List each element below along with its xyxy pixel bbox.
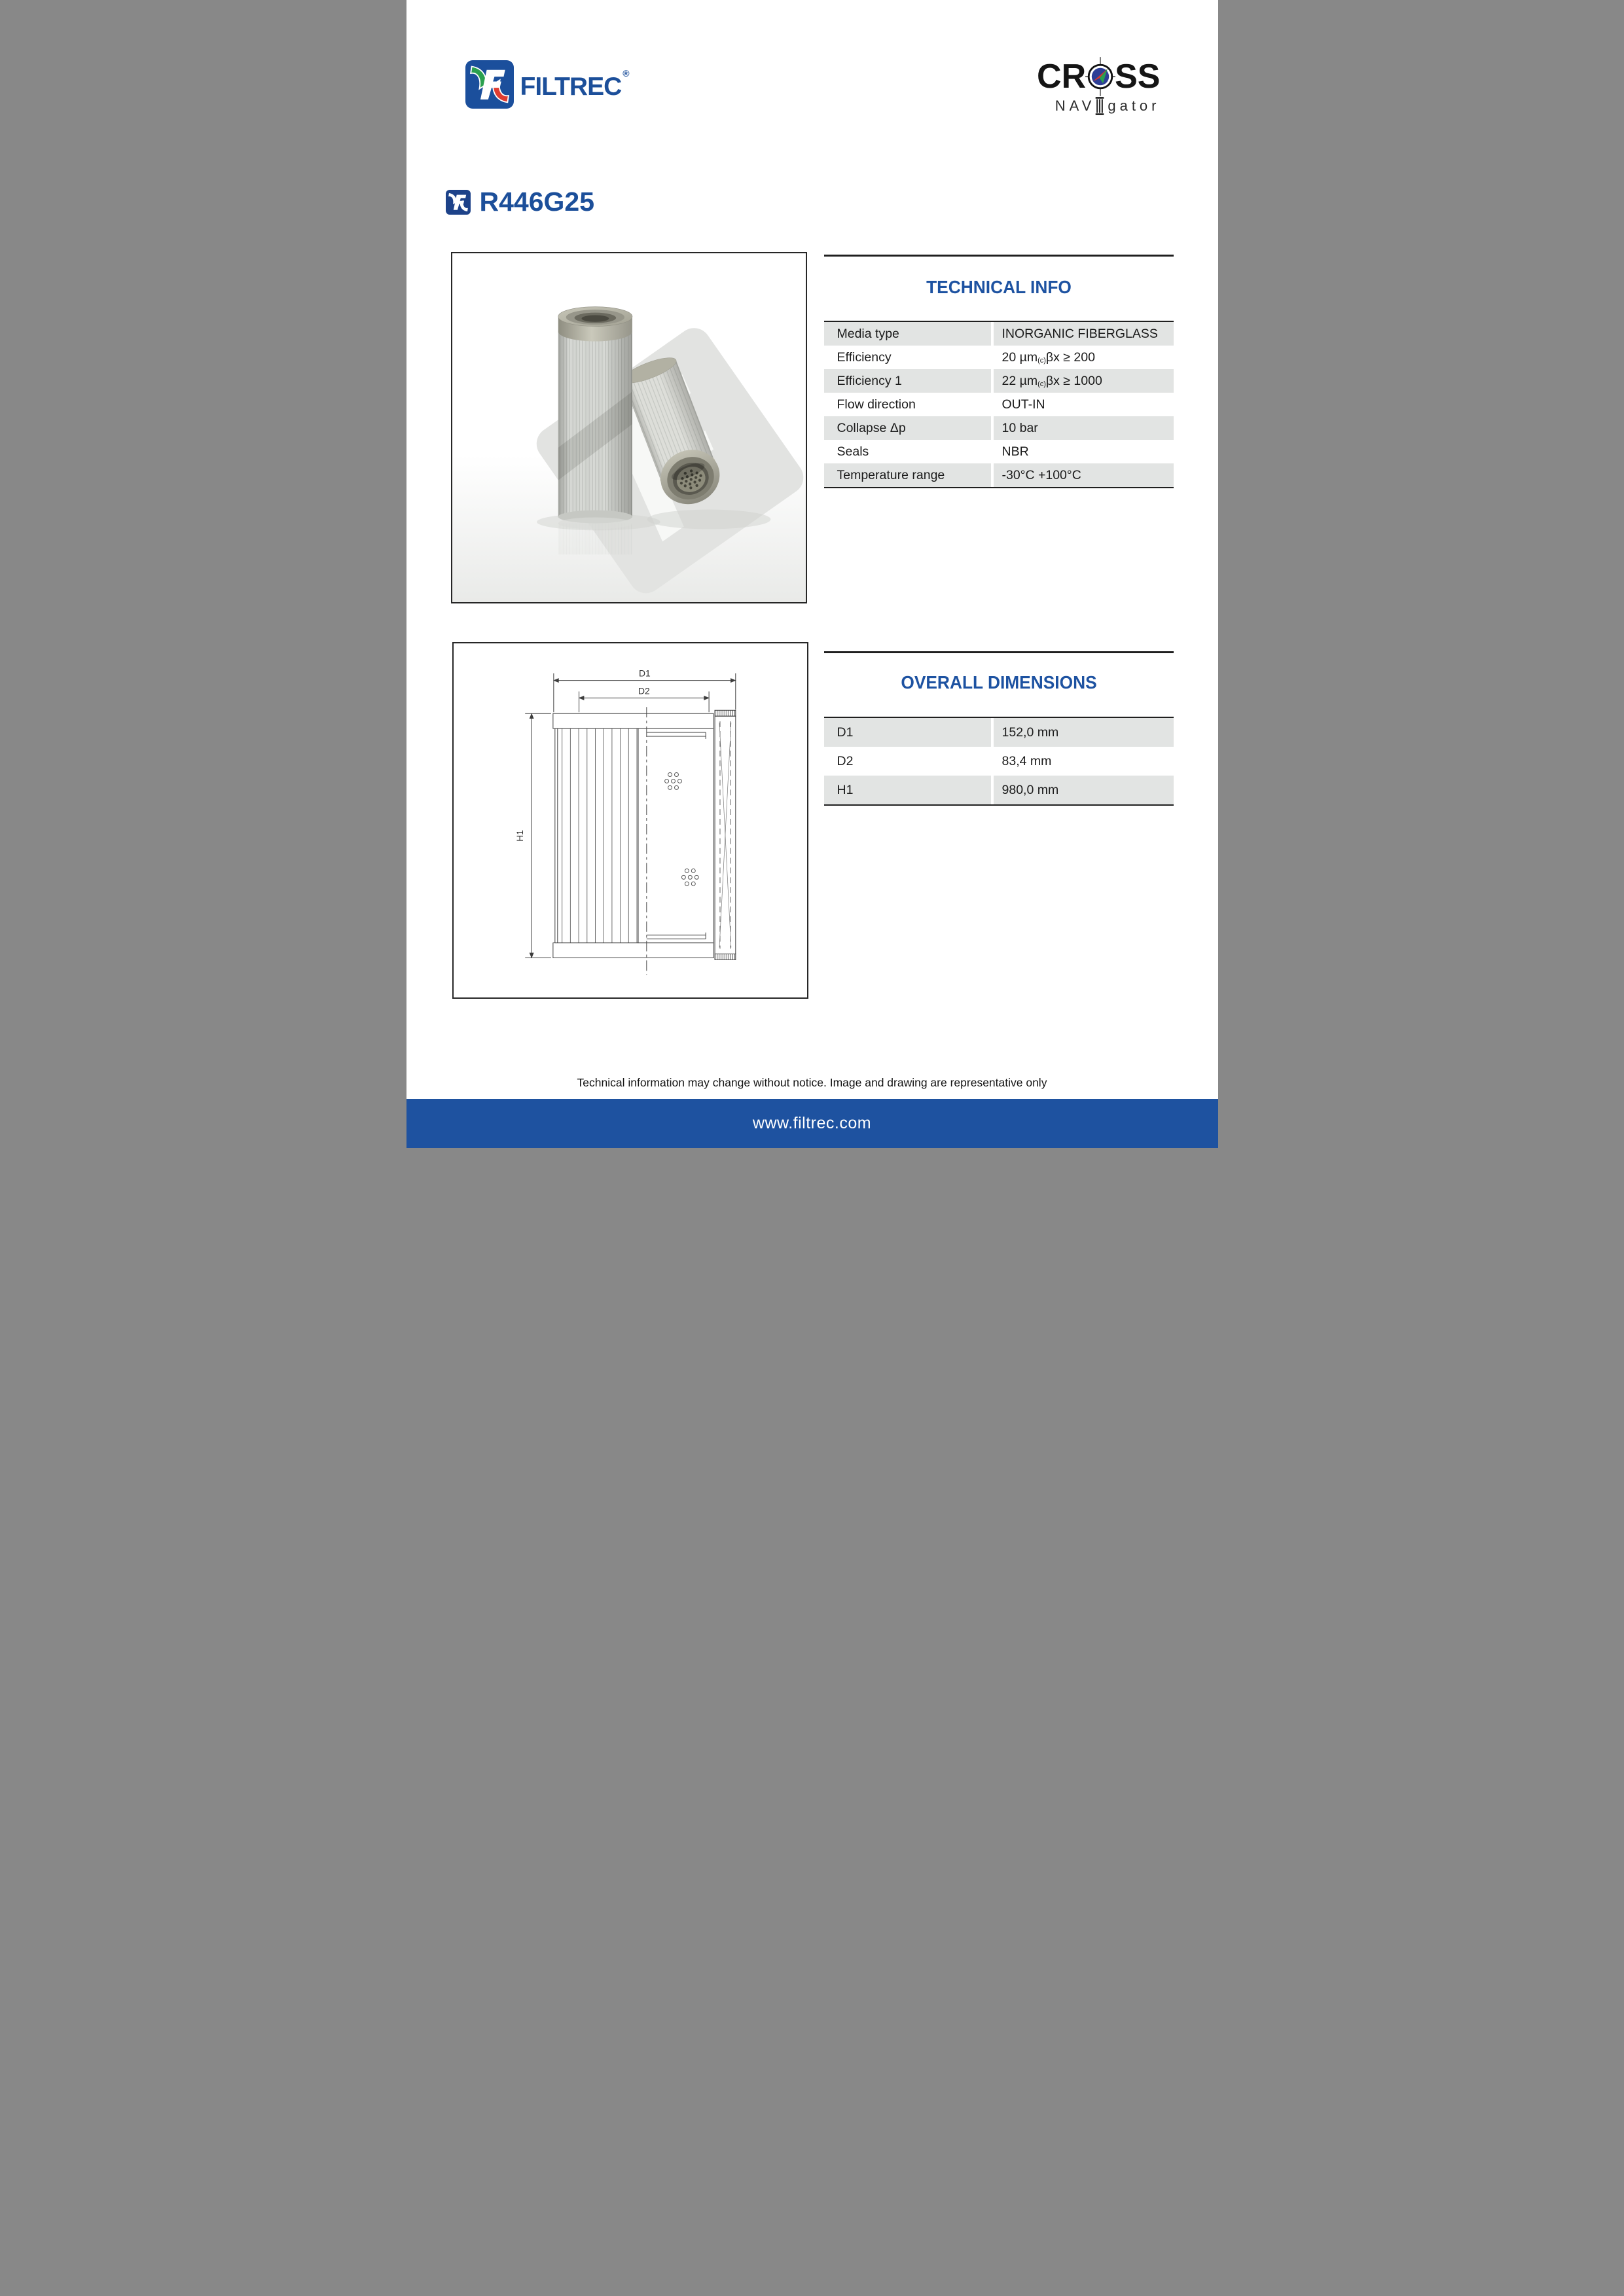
cross-wordmark bbox=[1032, 56, 1161, 97]
table-row bbox=[824, 747, 1174, 776]
product-photo-frame bbox=[451, 252, 807, 603]
column-icon bbox=[1095, 97, 1104, 115]
disclaimer-text: Technical information may change without notice. Image and drawing are representative only bbox=[577, 1076, 1047, 1089]
spec-value: -30°C +100°C bbox=[994, 463, 1174, 487]
table-row bbox=[824, 463, 1174, 487]
section-rule bbox=[824, 651, 1174, 653]
spec-label: Collapse Δp bbox=[824, 416, 991, 440]
part-number: R446G25 bbox=[479, 187, 595, 217]
technical-drawing bbox=[454, 643, 807, 997]
dimension-value: 980,0 mm bbox=[994, 776, 1174, 804]
spec-label: Seals bbox=[837, 444, 869, 459]
spec-value: 20 µm (c) βx ≥ 200 bbox=[1001, 350, 1095, 365]
spec-value: 22 µm (c) βx ≥ 1000 bbox=[994, 369, 1174, 393]
datasheet-page bbox=[406, 0, 1218, 1148]
registered-trademark: ® bbox=[623, 67, 629, 79]
part-number-icon bbox=[446, 190, 471, 215]
dimension-label: D1 bbox=[824, 718, 991, 747]
dimension-value: 83,4 mm bbox=[1001, 753, 1052, 768]
part-heading bbox=[446, 187, 595, 217]
navigator-wordmark bbox=[1032, 97, 1161, 115]
table-row bbox=[824, 440, 1174, 463]
overall-dimensions-table bbox=[824, 717, 1174, 806]
spec-value: NBR bbox=[1001, 444, 1029, 459]
product-photo bbox=[452, 253, 806, 602]
spec-label: Temperature range bbox=[824, 463, 991, 487]
spec-value: OUT-IN bbox=[1001, 397, 1045, 412]
table-row bbox=[824, 776, 1174, 804]
technical-drawing-frame bbox=[452, 642, 808, 999]
table-row bbox=[824, 346, 1174, 369]
table-row bbox=[824, 393, 1174, 416]
overall-dimensions-title: OVERALL DIMENSIONS bbox=[900, 672, 1097, 692]
filtrec-wordmark: FILTREC ® bbox=[520, 67, 629, 101]
table-row bbox=[824, 718, 1174, 747]
spec-label: Efficiency 1 bbox=[824, 369, 991, 393]
spec-value: INORGANIC FIBERGLASS bbox=[994, 322, 1174, 346]
cross-text-left: CR bbox=[1037, 58, 1087, 96]
table-row bbox=[824, 322, 1174, 346]
footer-bar bbox=[406, 1099, 1218, 1148]
technical-info-table bbox=[824, 321, 1174, 488]
dim-label-h1: H1 bbox=[514, 829, 525, 842]
filtrec-logo bbox=[465, 60, 629, 109]
spec-label: Flow direction bbox=[837, 397, 916, 412]
table-row bbox=[824, 416, 1174, 440]
cross-navigator-logo bbox=[1032, 56, 1161, 115]
compass-icon bbox=[1085, 56, 1115, 97]
filter-section-view bbox=[552, 707, 735, 975]
filtrec-logo-icon bbox=[465, 60, 514, 109]
dim-label-d1: D1 bbox=[638, 668, 651, 679]
filter-element-standing bbox=[558, 307, 632, 555]
spec-label: Media type bbox=[824, 322, 991, 346]
section-rule bbox=[824, 255, 1174, 257]
technical-info-title: TECHNICAL INFO bbox=[926, 277, 1072, 297]
table-row bbox=[824, 369, 1174, 393]
technical-info-section bbox=[824, 255, 1174, 488]
dimension-label: H1 bbox=[824, 776, 991, 804]
spec-label: Efficiency bbox=[837, 350, 892, 365]
gator-text: gator bbox=[1108, 98, 1161, 114]
overall-dimensions-section bbox=[824, 651, 1174, 806]
spec-value: 10 bar bbox=[994, 416, 1174, 440]
website-url: www.filtrec.com bbox=[752, 1114, 872, 1132]
dim-label-d2: D2 bbox=[638, 685, 650, 696]
nav-text: NAV bbox=[1055, 98, 1096, 114]
cross-text-right: SS bbox=[1115, 58, 1161, 96]
dimension-label: D2 bbox=[837, 753, 854, 768]
dimension-value: 152,0 mm bbox=[994, 718, 1174, 747]
